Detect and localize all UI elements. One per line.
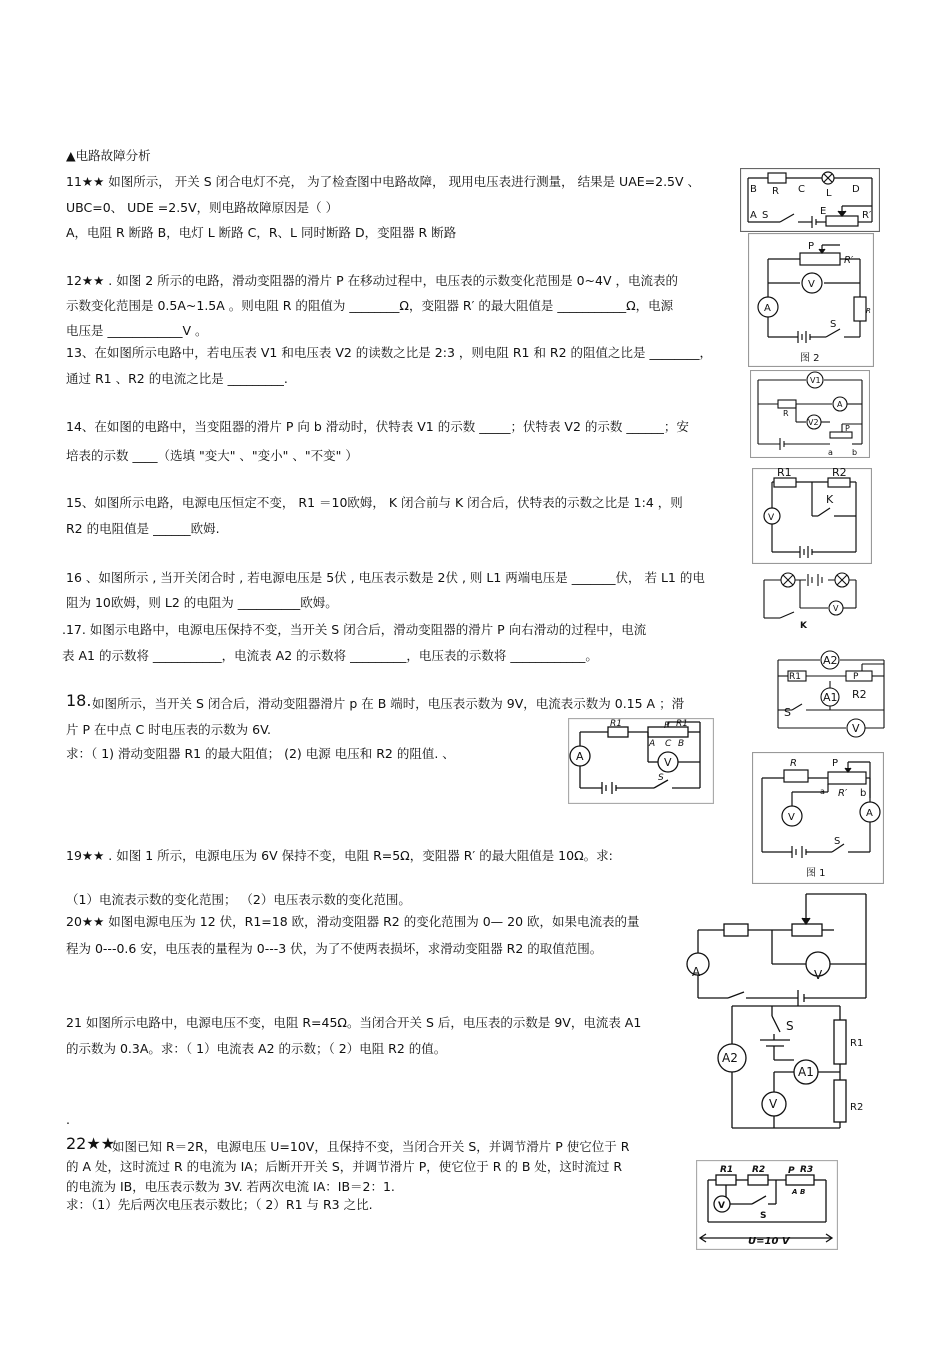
q20-line1: 20★★ 如图电源电压为 12 伏，R1=18 欧，滑动变阻器 R2 的变化范围为 0— 20 欧，如果电流表的量: [66, 914, 640, 929]
fig11-label-a: A: [750, 210, 757, 221]
q18-line2: 片 P 在中点 C 时电压表的示数为 6V.: [66, 722, 271, 737]
fig17-a1-label: A1: [823, 691, 838, 704]
q19-line1: 19★★ . 如图 1 所示，电源电压为 6V 保持不变，电阻 R=5Ω，变阻器 R′ 的最大阻值是 10Ω。求:: [66, 848, 613, 863]
q16-line1: 16 、如图所示 , 当开关闭合时 , 若电源电压是 5伏 , 电压表示数是 2伏 , 则 L1 两端电压是 _______伏， 若 L1 的电: [66, 570, 705, 585]
fig13-v1-label: V1: [810, 376, 821, 385]
fig22-label-r2: R2: [752, 1165, 766, 1175]
fig22-label-r3: R3: [800, 1165, 814, 1175]
fig19-label-p: P: [832, 758, 839, 769]
fig19-voltmeter-label: V: [788, 812, 795, 823]
fig21-label-s: S: [786, 1019, 794, 1033]
fig19-label-r-prime: R′: [838, 788, 848, 799]
fig20-voltmeter-label: V: [814, 968, 823, 982]
fig12-ammeter-label: A: [764, 303, 771, 314]
q15-line1: 15、如图所示电路，电源电压恒定不变， R1 ＝10欧姆， K 闭合前与 K 闭合后，伏特表的示数之比是 1:4 ，则: [66, 495, 683, 510]
fig11-label-r-prime: R′: [862, 210, 872, 221]
circuit-figure-21: [710, 1000, 876, 1136]
fig15-label-r1: R1: [777, 468, 792, 479]
circuit-figure-15: [752, 468, 872, 564]
circuit-figure-17: [770, 648, 890, 738]
fig17-label-p: P: [853, 672, 859, 682]
fig15-voltmeter-label: V: [768, 513, 775, 523]
fig12-voltmeter-label: V: [808, 279, 815, 290]
q16-line2: 阻为 10欧姆，则 L2 的电阻为 __________欧姆。: [66, 595, 338, 610]
fig15-label-k: K: [826, 493, 834, 506]
fig17-label-r1: R1: [789, 672, 801, 682]
q14-line2: 培表的示数 ____（选填 "变大" 、"变小" 、"不变" ）: [66, 448, 358, 463]
fig22-label-p: P: [788, 1166, 795, 1176]
q11-line3: A，电阻 R 断路 B，电灯 L 断路 C，R、L 同时断路 D，变阻器 R 断路: [66, 225, 457, 240]
fig12-label-r: R: [866, 307, 871, 315]
fig15-label-r2: R2: [832, 468, 847, 479]
fig12-label-p: P: [808, 241, 815, 252]
q22-number: 22★★: [66, 1134, 116, 1153]
fig19-label-r: R: [790, 758, 797, 769]
fig11-label-r: R: [772, 186, 779, 197]
section-heading: ▲电路故障分析: [66, 148, 151, 163]
q17-line1: .17. 如图示电路中，电源电压保持不变，当开关 S 闭合后，滑动变阻器的滑片 P 向右滑动的过程中，电流: [62, 622, 647, 637]
fig21-a1-label: A1: [798, 1065, 814, 1079]
fig19-caption: 图 1: [806, 868, 826, 879]
circuit-figure-11: [740, 168, 880, 232]
fig18-label-p: P: [664, 721, 670, 731]
fig13-v2-label: V2: [808, 418, 819, 427]
q19-line2: （1）电流表示数的变化范围； （2）电压表示数的变化范围。: [66, 892, 411, 907]
fig19-ammeter-label: A: [866, 808, 873, 819]
q15-line2: R2 的电阻值是 ______欧姆.: [66, 521, 220, 536]
fig13-label-r: R: [783, 409, 789, 418]
q11-line2: UBC=0、 UDE =2.5V，则电路故障原因是（ ）: [66, 200, 339, 215]
q18-line3: 求：（ 1) 滑动变阻器 R1 的最大阻值； (2) 电源 电压和 R2 的阻值. 、: [66, 746, 455, 761]
fig21-voltmeter-label: V: [769, 1097, 778, 1111]
fig18-label-r1: R1: [610, 719, 622, 729]
fig22-point-b: B: [800, 1188, 806, 1196]
q21-line2: 的示数为 0.3A。求：（ 1）电流表 A2 的示数；（ 2）电阻 R2 的值。: [66, 1041, 447, 1056]
fig18-point-b: B: [678, 739, 685, 749]
fig13-label-p: P: [845, 424, 850, 433]
fig18-voltmeter-label: V: [664, 756, 672, 769]
fig20-ammeter-label: A: [692, 965, 701, 979]
fig18-label-r1-slider: R1: [676, 719, 688, 729]
fig19-point-a: a: [820, 787, 825, 796]
fig22-voltmeter-label: V: [718, 1201, 725, 1211]
stray-dot: .: [66, 1112, 70, 1127]
fig18-point-c: C: [665, 739, 672, 749]
fig16-label-k: K: [800, 621, 807, 630]
fig17-label-s: S: [784, 706, 791, 719]
q18-line1: 如图所示，当开关 S 闭合后，滑动变阻器滑片 p 在 B 端时，电压表示数为 9V，电流表示数为 0.15 A ；滑: [92, 696, 685, 711]
fig21-a2-label: A2: [722, 1051, 738, 1065]
q13-line2: 通过 R1 、R2 的电流之比是 _________.: [66, 371, 288, 386]
q22-line2: 的 A 处，这时流过 R 的电流为 IA；后断开开关 S，并调节滑片 P，使它位于 R 的 B 处，这时流过 R: [66, 1159, 623, 1174]
fig12-caption: 图 2: [800, 353, 820, 364]
fig22-point-a: A: [792, 1188, 798, 1196]
fig19-point-b: b: [860, 788, 867, 799]
fig13-label-b: b: [852, 448, 858, 457]
fig12-label-r-prime: R′: [844, 255, 854, 266]
q20-line2: 程为 0---0.6 安，电压表的量程为 0---3 伏，为了不使两表损坏，求滑动变阻器 R2 的取值范围。: [66, 941, 603, 956]
q14-line1: 14、在如图的电路中，当变阻器的滑片 P 向 b 滑动时，伏特表 V1 的示数 _____；伏特表 V2 的示数 ______；安: [66, 419, 689, 434]
q12-line1: 12★★ . 如图 2 所示的电路，滑动变阻器的滑片 P 在移动过程中，电压表的示数变化范围是 0~4V ，电流表的: [66, 273, 679, 288]
fig22-voltage-label: U=10 V: [748, 1236, 790, 1247]
fig18-label-s: S: [658, 773, 664, 783]
fig18-ammeter-label: A: [576, 750, 584, 763]
q12-line3: 电压是 ____________V 。: [66, 323, 208, 338]
fig17-voltmeter-label: V: [852, 722, 860, 735]
q17-line2: 表 A1 的示数将 ___________，电流表 A2 的示数将 _________，电压表的示数将 ____________。: [62, 648, 598, 663]
q12-line2: 示数变化范围是 0.5A~1.5A 。则电阻 R 的阻值为 ________Ω，变阻器 R′ 的最大阻值是 ___________Ω，电源: [66, 298, 674, 313]
circuit-figure-22: [696, 1160, 838, 1250]
q21-line1: 21 如图所示电路中，电源电压不变，电阻 R=45Ω。当闭合开关 S 后，电压表的示数是 9V，电流表 A1: [66, 1015, 642, 1030]
fig11-label-b: B: [750, 184, 757, 195]
fig17-label-r2: R2: [852, 688, 867, 701]
fig21-label-r1: R1: [850, 1038, 864, 1049]
circuit-figure-13: [750, 370, 870, 458]
fig17-a2-label: A2: [823, 654, 838, 667]
q13-line1: 13、在如图所示电路中，若电压表 V1 和电压表 V2 的读数之比是 2:3 ，则电阻 R1 和 R2 的阻值之比是 ________，: [66, 345, 713, 360]
fig11-label-s: S: [762, 210, 769, 221]
fig22-label-s: S: [760, 1211, 767, 1221]
fig12-label-s: S: [830, 319, 837, 330]
fig11-label-c: C: [798, 184, 805, 195]
circuit-figure-16: [760, 568, 864, 630]
q11-line1: 11★★ 如图所示， 开关 S 闭合电灯不亮， 为了检查图中电路故障， 现用电压表进行测量， 结果是 UAE=2.5V 、: [66, 174, 701, 189]
q22-line4: 求：（1）先后两次电压表示数比；（ 2）R1 与 R3 之比.: [66, 1197, 373, 1212]
fig19-label-s: S: [834, 836, 841, 847]
q18-number: 18.: [66, 691, 92, 710]
fig11-label-l: L: [826, 188, 832, 199]
fig13-ammeter-label: A: [837, 400, 843, 409]
q22-line3: 的电流为 IB，电压表示数为 3V. 若两次电流 IA：IB＝2：1.: [66, 1179, 395, 1194]
circuit-figure-18: [568, 718, 714, 804]
fig13-label-a: a: [828, 448, 833, 457]
fig22-label-r1: R1: [720, 1165, 734, 1175]
fig11-label-e: E: [820, 206, 827, 217]
circuit-figure-20: [684, 888, 884, 1008]
circuit-figure-19: [752, 752, 884, 884]
q22-line1: 如图已知 R＝2R，电源电压 U=10V，且保持不变，当闭合开关 S，并调节滑片 P 使它位于 R: [112, 1139, 630, 1154]
circuit-figure-12: [748, 233, 874, 367]
fig16-voltmeter-label: V: [833, 604, 839, 613]
fig11-label-d: D: [852, 184, 860, 195]
fig18-point-a: A: [649, 739, 656, 749]
fig21-label-r2: R2: [850, 1102, 864, 1113]
